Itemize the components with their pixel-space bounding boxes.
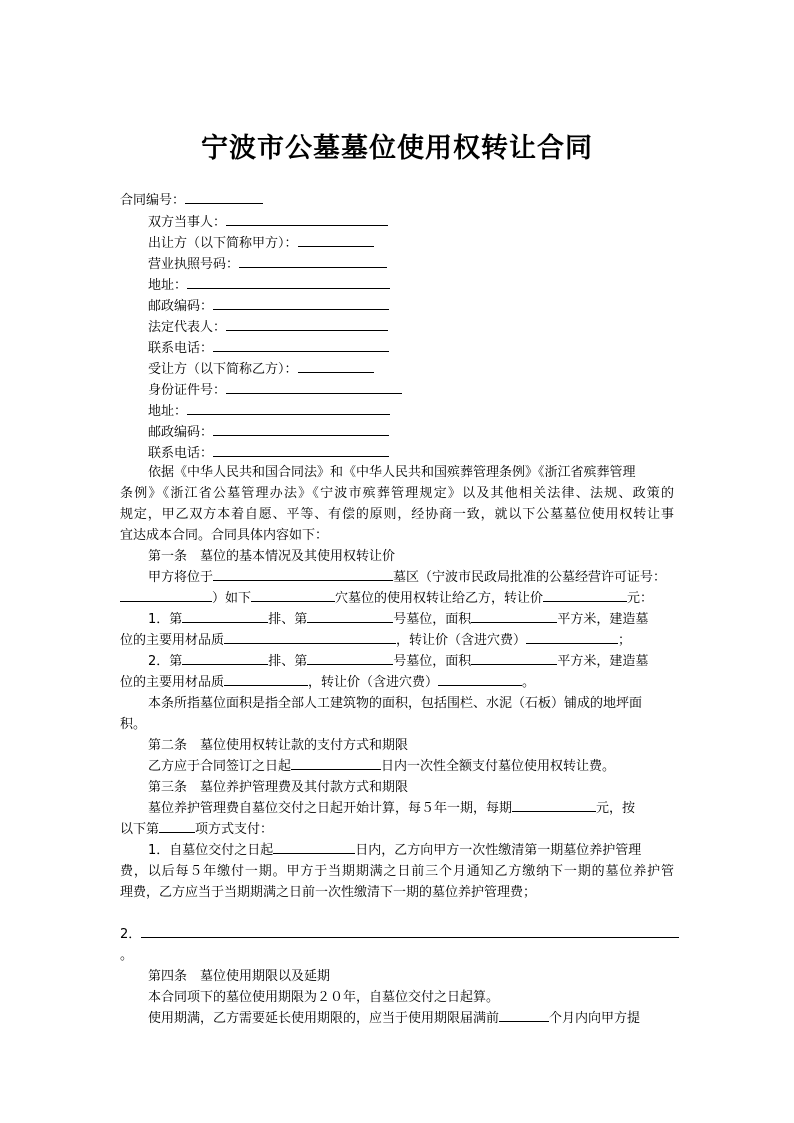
article-3-option-1-cont-1: 费，以后每５年缴付一期。甲方于当期期满之日前三个月通知乙方缴纳下一期的墓位养护管	[120, 864, 674, 879]
parties-field: 双方当事人：	[148, 212, 388, 233]
article-3-heading: 第三条 墓位养护管理费及其付款方式和期限	[148, 780, 409, 795]
seller-address-field: 地址：	[148, 275, 390, 296]
intro-line-2: 条例》《浙江省公墓管理办法》《宁波市殡葬管理规定》以及其他相关法律、法规、政策的	[120, 486, 674, 501]
buyer-zip-field: 邮政编码：	[148, 422, 389, 443]
article-1-item-2: 2．第 排、第 号墓位，面积 平方米，建造墓	[148, 651, 648, 672]
id-number-field: 身份证件号：	[148, 380, 402, 401]
article-4-line-1: 本合同项下的墓位使用期限为２０年，自墓位交付之日起算。	[148, 990, 500, 1005]
article-1-item-1: 1．第 排、第 号墓位，面积 平方米，建造墓	[148, 609, 648, 630]
buyer-phone-field: 联系电话：	[148, 443, 389, 464]
seller-field: 出让方（以下简称甲方）：	[148, 233, 374, 254]
article-3-option-2: 2．	[120, 924, 679, 945]
article-3-option-1-cont-2: 理费，乙方应当于当期期满之日前一次性缴清下一期的墓位养护管理费；	[120, 885, 537, 900]
intro-line-1: 依据《中华人民共和国合同法》和《中华人民共和国殡葬管理条例》《浙江省殡葬管理	[148, 465, 636, 480]
article-3-line-1: 墓位养护管理费自墓位交付之日起开始计算，每５年一期，每期 元，按	[148, 798, 635, 819]
article-2-term: 乙方应于合同签订之日起 日内一次性全额支付墓位使用权转让费。	[148, 756, 615, 777]
article-1-note-1: 本条所指墓位面积是指全部人工建筑物的面积，包括围栏、水泥（石板）铺成的地坪面	[148, 696, 643, 711]
contract-no-field: 合同编号：	[120, 190, 263, 211]
article-1-item-2-cont: 位的主要用材品质 ，转让价（含进穴费） 。	[120, 672, 535, 693]
representative-field: 法定代表人：	[148, 317, 388, 338]
article-1-note-2: 积。	[120, 717, 147, 732]
article-4-line-2: 使用期满，乙方需要延长使用期限的，应当于使用期限届满前 个月内向甲方提	[148, 1008, 640, 1029]
intro-line-4: 宜达成本合同。合同具体内容如下：	[120, 528, 329, 543]
article-1-item-1-cont: 位的主要用材品质 ，转让价（含进穴费） ；	[120, 630, 631, 651]
buyer-field: 受让方（以下简称乙方）：	[148, 359, 374, 380]
article-1-line-1: 甲方将位于 墓区（宁波市民政局批准的公墓经营许可证号：	[148, 567, 666, 588]
article-1-heading: 第一条 墓位的基本情况及其使用权转让价	[148, 549, 396, 564]
article-3-option-2-end: 。	[120, 948, 134, 963]
document-title: 宁波市公墓墓位使用权转让合同	[201, 133, 593, 164]
license-field: 营业执照号码：	[148, 254, 387, 275]
article-1-line-2: ）如下 穴墓位的使用权转让给乙方，转让价 元：	[120, 588, 653, 609]
article-3-option-1: 1．自墓位交付之日起 日内，乙方向甲方一次性缴清第一期墓位养护管理	[148, 840, 641, 861]
article-3-line-2: 以下第 项方式支付：	[120, 819, 273, 840]
article-2-heading: 第二条 墓位使用权转让款的支付方式和期限	[148, 738, 409, 753]
article-4-heading: 第四条 墓位使用期限以及延期	[148, 969, 331, 984]
buyer-address-field: 地址：	[148, 401, 390, 422]
seller-phone-field: 联系电话：	[148, 338, 389, 359]
intro-line-3: 规定，甲乙双方本着自愿、平等、有偿的原则，经协商一致，就以下公墓墓位使用权转让事	[120, 507, 674, 522]
seller-zip-field: 邮政编码：	[148, 296, 389, 317]
